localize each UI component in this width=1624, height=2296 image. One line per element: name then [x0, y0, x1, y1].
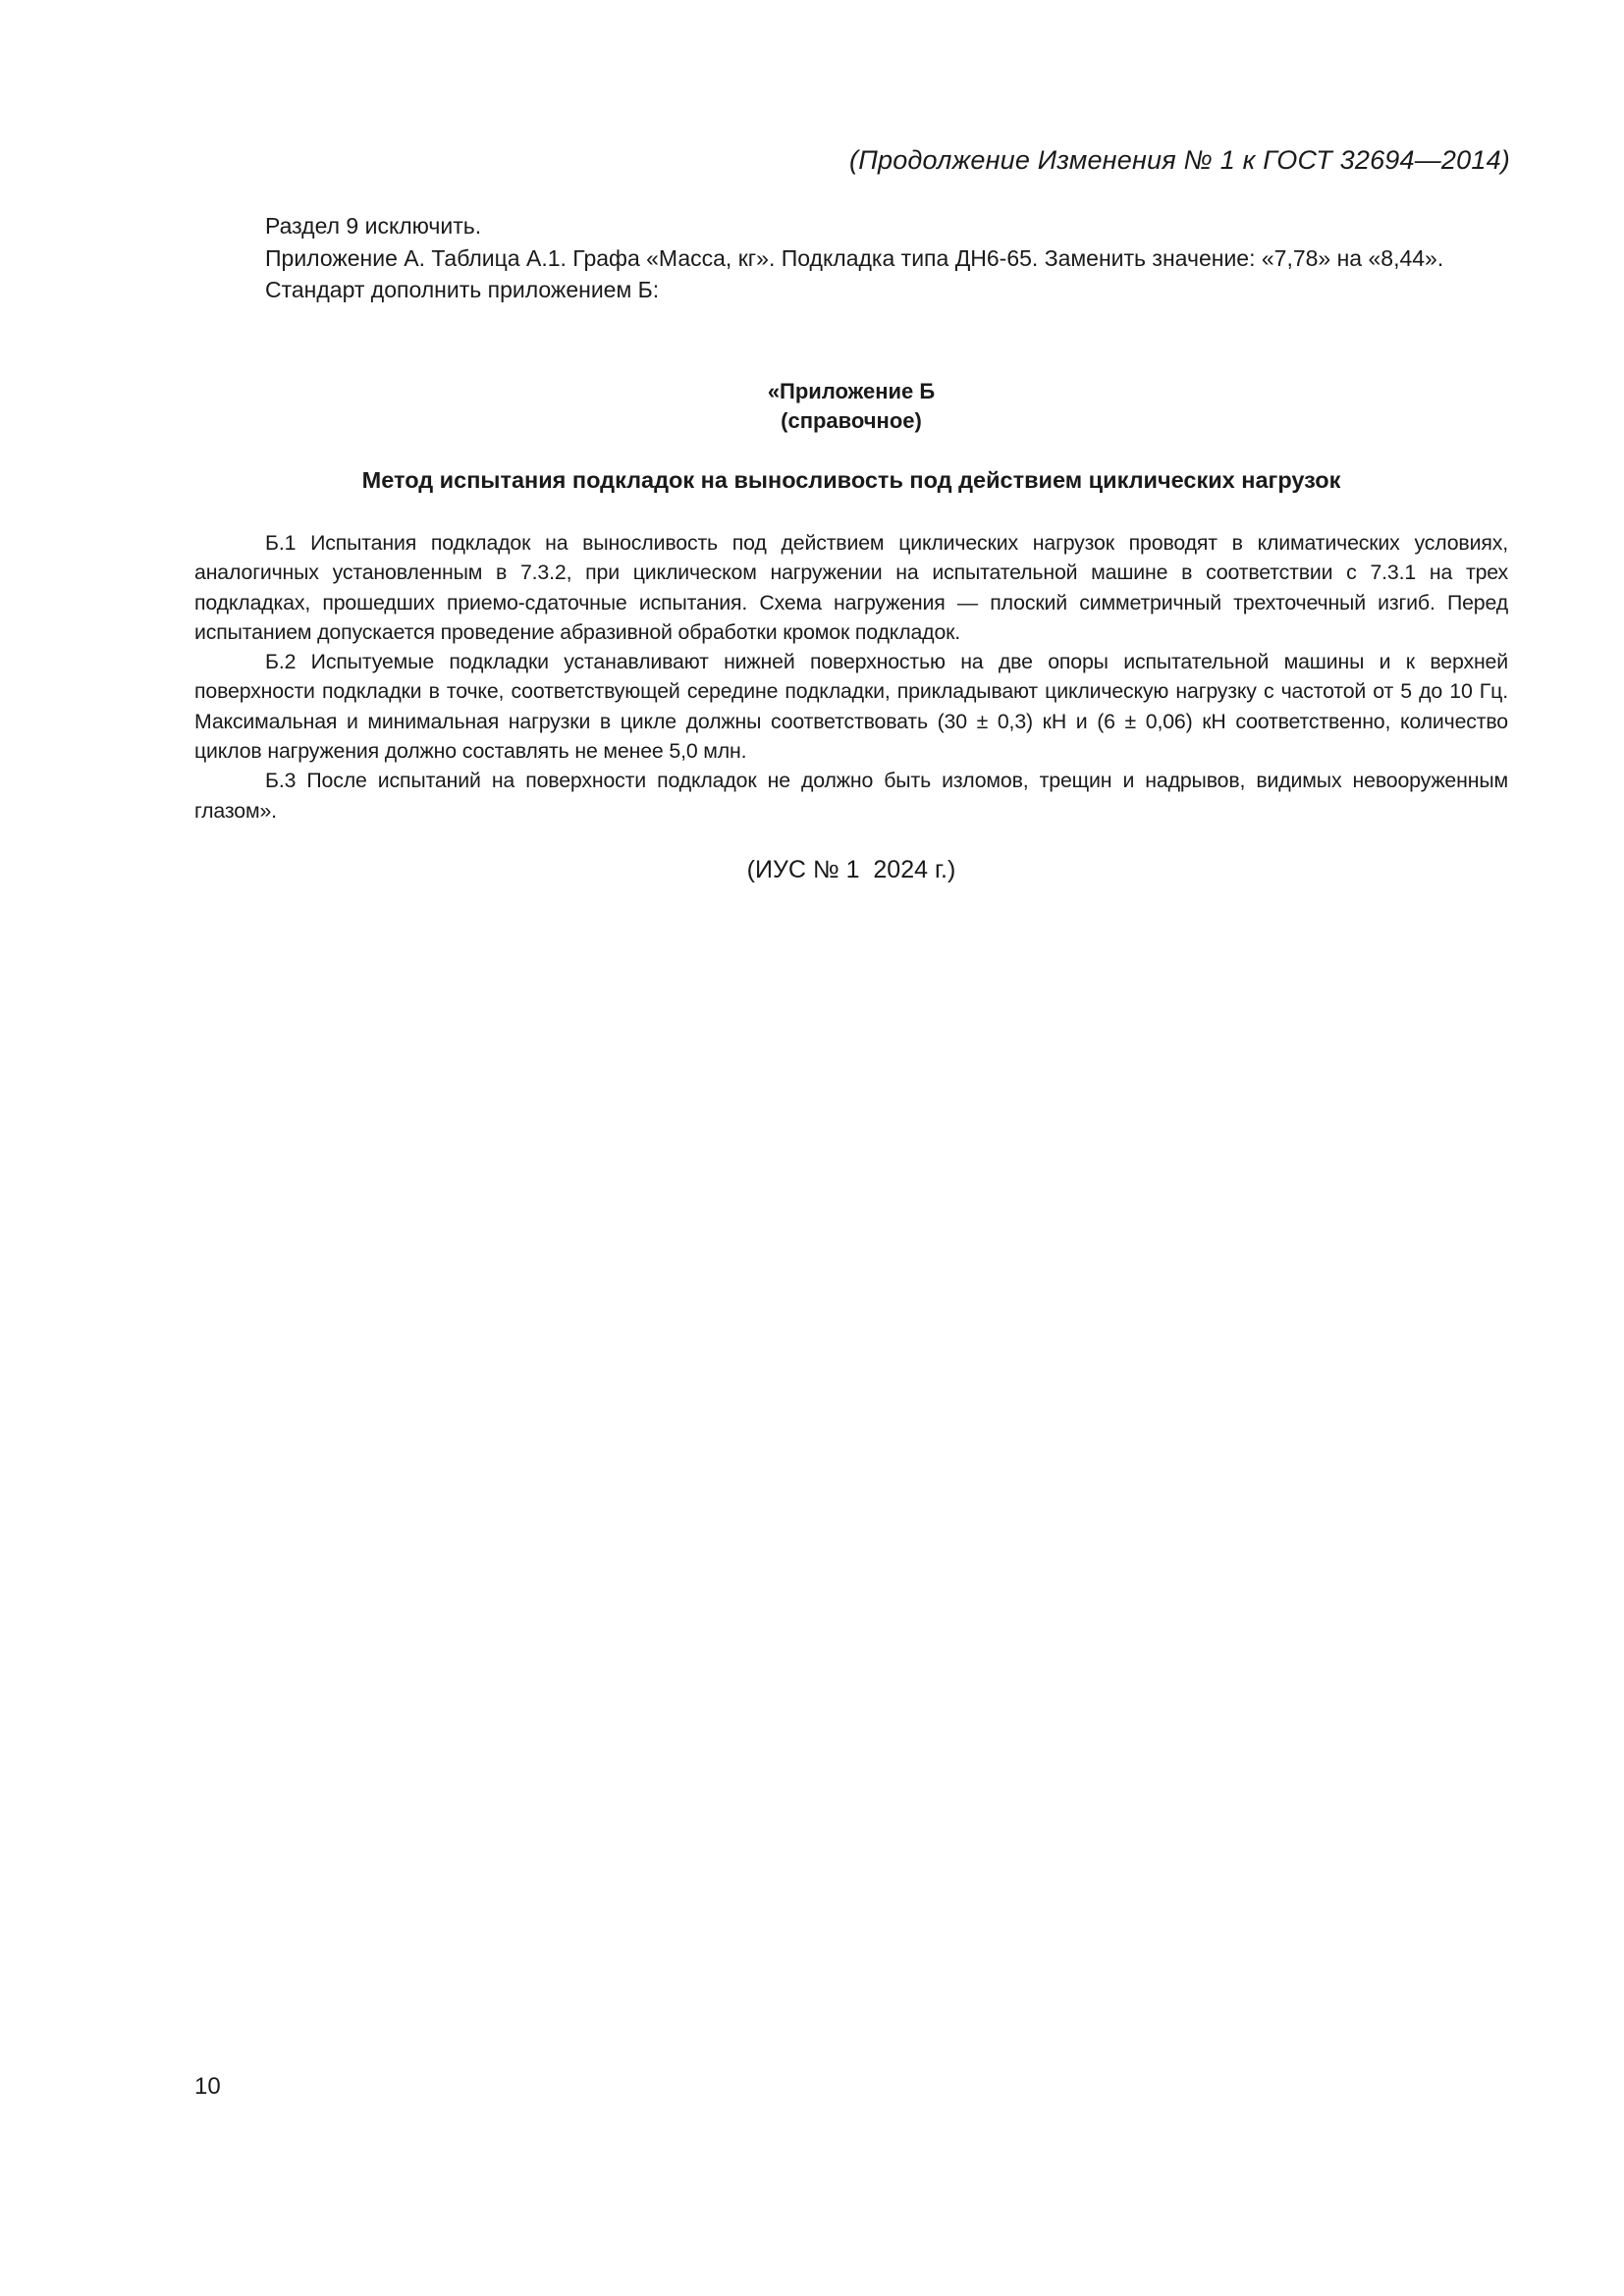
appendix-body: [194, 528, 1508, 826]
intro-paragraph: Приложение А. Таблица А.1. Графа «Масса, кг». Подкладка типа ДН6-65. Заменить значение: «7,78» на «8,44».: [265, 244, 1444, 271]
appendix-heading: [194, 377, 1508, 436]
clause-b2: Б.2 Испытуемые подкладки устанавливают нижней поверхностью на две опоры испытательной машины и к верхней поверхности подкладки в точке, соответствующей середине подкладки, прикладывают циклическую нагрузку с частотой от 5 до 10 Гц. Максимальная и минимальная нагрузки в цикле должны соответствовать (30 ± 0,3) кН и (6 ± 0,06) кН соответственно, количество циклов нагружения должно составлять не менее 5,0 млн.: [194, 650, 1508, 764]
intro-paragraph: Раздел 9 исключить.: [265, 213, 482, 239]
clause-b3: Б.3 После испытаний на поверхности подкладок не должно быть изломов, трещин и надрывов, видимых невооруженным глазом».: [194, 769, 1508, 823]
intro-paragraph: Стандарт дополнить приложением Б:: [265, 277, 660, 303]
appendix-subtitle: (справочное): [781, 408, 922, 433]
method-title: Метод испытания подкладок на выносливость под действием циклических нагрузок: [361, 467, 1341, 493]
appendix-title: «Приложение Б: [767, 379, 936, 403]
ius-reference: (ИУС № 1 2024 г.): [746, 856, 956, 883]
running-header: (Продолжение Изменения № 1 к ГОСТ 32694—2014): [849, 145, 1510, 175]
page-number: 10: [194, 2073, 221, 2100]
clause-b1: Б.1 Испытания подкладок на выносливость под действием циклических нагрузок проводят в климатических условиях, аналогичных установленным в 7.3.2, при циклическом нагружении на испытательной машине в соответствии с 7.3.1 на трех подкладках, прошедших приемо-сдаточные испытания. Схема нагружения — плоский симметричный трехточечный изгиб. Перед испытанием допускается проведение абразивной обработки кромок подкладок.: [194, 531, 1508, 644]
amendment-intro: [194, 210, 1508, 306]
